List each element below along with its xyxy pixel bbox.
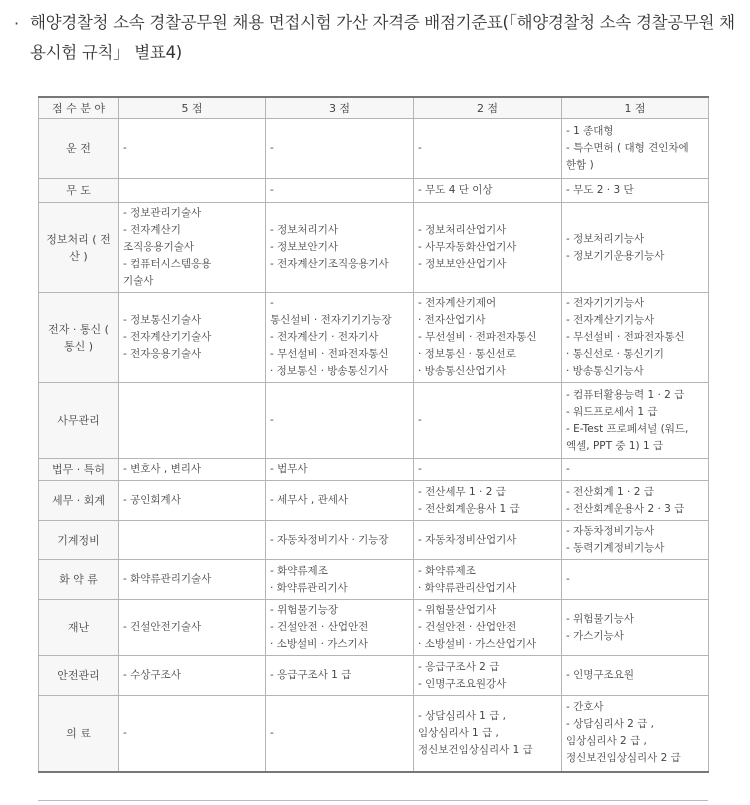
cell-line: - 전산회계운용사 1 급 [418,502,520,515]
score-cell [414,481,562,521]
score-cell [119,600,266,656]
cell-line: - 전산세무 1 · 2 급 [418,485,506,498]
cell-line: - 정보보안산업기사 [418,258,507,270]
cell-line: 정신보건임상심리사 1 급 [418,743,533,756]
category-cell: 전자 · 통신 ( 통신 ) [39,293,119,383]
category-cell: 운 전 [39,119,119,179]
cell-line: - 컴퓨터활용능력 1 · 2 급 [566,388,685,401]
score-cell [414,383,562,459]
cell-line: - 위험물산업기사 [418,604,497,616]
header-1pt: 1 점 [562,97,709,119]
cell-line: - 정보통신기술사 [123,314,202,326]
score-table-container [38,96,708,773]
cell-line: - [270,142,274,154]
score-cell [119,293,266,383]
score-cell [562,179,709,203]
table-row [39,119,709,179]
cell-line: - 무도 4 단 이상 [418,184,493,196]
score-cell [562,293,709,383]
score-cell [266,560,414,600]
score-cell [562,203,709,293]
cell-line: - 전산회계운용사 2 · 3 급 [566,502,685,515]
score-cell [266,203,414,293]
cell-line: - 화약류관리기술사 [123,573,212,585]
score-cell [562,521,709,560]
cell-line: 엑셀, PPT 중 1) 1 급 [566,439,664,452]
cell-line: - 자동차정비기사 · 기능장 [270,533,389,546]
header-3pt: 3 점 [266,97,414,119]
cell-line: - 인명구조요원강사 [418,677,507,690]
score-cell [562,696,709,772]
cell-line: - 건설안전 · 산업안전 [270,621,369,633]
score-cell [562,383,709,459]
cell-line: 조직응용기술사 [123,241,195,253]
cell-line: - 전자계산기 [123,224,181,236]
score-table [38,96,709,773]
table-row [39,481,709,521]
cell-line: · 전자산업기사 [418,314,486,326]
score-cell [119,179,266,203]
category-cell: 화 약 류 [39,560,119,600]
table-row [39,203,709,293]
cell-line: 임상심리사 1 급 , [418,726,499,739]
cell-line: - 특수면허 ( 대형 견인차에 [566,142,689,154]
score-cell [119,696,266,772]
cell-line: - [418,142,422,154]
score-cell [414,560,562,600]
score-cell [266,521,414,560]
cell-line: - 법무사 [270,463,308,475]
cell-line: - 전자계산기기술사 [123,331,212,343]
cell-line: · 소방설비 · 가스기사 [270,638,368,650]
table-row [39,521,709,560]
cell-line: - [270,726,274,739]
category-cell: 기계정비 [39,521,119,560]
cell-line: 임상심리사 2 급 , [566,735,647,748]
score-cell [266,179,414,203]
cell-line: - 화약류제조 [418,564,476,577]
cell-line: 통신설비 · 전자기기기능장 [270,314,392,326]
cell-line: · 방송통신기능사 [566,365,644,377]
cell-line: - 무도 2 · 3 단 [566,184,634,196]
cell-line: - 위험물기능사 [566,612,634,625]
category-cell: 의 료 [39,696,119,772]
cell-line: · 통신선로 · 통신기기 [566,348,664,360]
bullet-icon: · [14,14,20,33]
table-row [39,696,709,772]
table-row [39,459,709,481]
cell-line: - 전자응용기술사 [123,348,202,360]
score-cell [119,521,266,560]
cell-line: · 방송통신산업기사 [418,365,506,377]
cell-line: - 간호사 [566,701,604,714]
score-cell [119,481,266,521]
score-cell [266,656,414,696]
cell-line: - [418,414,422,426]
cell-line: - [270,414,274,426]
cell-line: - 상담심리사 1 급 , [418,709,507,722]
cell-line: - 무선설비 · 전파전자통신 [418,331,537,343]
cell-line: - 정보기기운용기능사 [566,249,665,262]
cell-line: - 인명구조요원 [566,669,634,681]
heading [10,8,748,68]
cell-line: - [270,297,274,309]
score-cell [414,119,562,179]
cell-line: - 정보관리기술사 [123,207,202,219]
table-row [39,179,709,203]
cell-line: - [418,463,422,475]
score-cell [119,383,266,459]
score-cell [266,481,414,521]
cell-line: - 위험물기능장 [270,604,338,616]
cell-line: - 전자계산기조직응용기사 [270,258,389,270]
category-cell: 세무 · 회계 [39,481,119,521]
score-cell [266,293,414,383]
score-cell [119,203,266,293]
cell-line: · 소방설비 · 가스산업기사 [418,638,537,650]
score-cell [266,696,414,772]
cell-line: · 정보통신 · 방송통신기사 [270,365,389,377]
cell-line: · 화약류관리산업기사 [418,581,516,594]
category-cell: 무 도 [39,179,119,203]
cell-line: - 자동차정비산업기사 [418,533,517,546]
category-cell: 정보처리 ( 전산 ) [39,203,119,293]
cell-line: - 응급구조사 1 급 [270,669,352,681]
score-cell [414,179,562,203]
cell-line: - 가스기능사 [566,629,624,642]
cell-line: - 자동차정비기능사 [566,525,655,537]
score-cell [562,481,709,521]
score-cell [414,656,562,696]
category-cell: 사무관리 [39,383,119,459]
score-cell [414,293,562,383]
cell-line: · 화약류관리기사 [270,581,348,594]
cell-line: - 동력기계정비기능사 [566,542,665,554]
cell-line: 기술사 [123,275,154,287]
table-row [39,560,709,600]
header-5pt: 5 점 [119,97,266,119]
cell-line: - 무선설비 · 전파전자통신 [566,331,685,343]
cell-line: - 컴퓨터시스템응용 [123,258,212,270]
cell-line: - 화약류제조 [270,564,328,577]
cell-line: 한함 ) [566,159,594,171]
score-cell [266,459,414,481]
cell-line: - 전자계산기 · 전자기사 [270,331,379,343]
cell-line: - 전자계산기제어 [418,297,497,309]
score-cell [562,560,709,600]
score-cell [414,521,562,560]
cell-line: - 무선설비 · 전파전자통신 [270,348,389,360]
score-cell [119,656,266,696]
cell-line: - 정보처리산업기사 [418,224,507,236]
score-cell [266,383,414,459]
table-row [39,656,709,696]
table-header-row [39,97,709,119]
category-cell: 재난 [39,600,119,656]
cell-line: - E-Test 프로페셔널 (워드, [566,422,689,435]
header-2pt: 2 점 [414,97,562,119]
cell-line: - 전자계산기기능사 [566,314,655,326]
cell-line: - 응급구조사 2 급 [418,660,500,673]
score-cell [414,600,562,656]
score-cell [414,696,562,772]
cell-line: - 건설안전기술사 [123,621,202,633]
score-cell [119,459,266,481]
document-title: 해양경찰청 소속 경찰공무원 채용 면접시험 가산 자격증 배점기준표(「해양경찰청 소속 경찰공무원 채용시험 규칙」 별표4) [30,13,735,62]
header-category: 점 수 분 야 [39,97,119,119]
cell-line: - 워드프로세서 1 급 [566,405,658,418]
cell-line: - 변호사 , 변리사 [123,463,201,475]
category-cell: 법무 · 특허 [39,459,119,481]
cell-line: - 1 종대형 [566,125,614,137]
score-cell [414,203,562,293]
cell-line: - 수상구조사 [123,669,181,681]
score-cell [119,560,266,600]
score-cell [562,119,709,179]
score-cell [266,600,414,656]
score-cell [562,600,709,656]
cell-line: 정신보건임상심리사 2 급 [566,752,681,765]
score-cell [562,656,709,696]
cell-line: - 정보보안기사 [270,241,338,253]
bottom-divider [38,800,708,801]
cell-line: - 세무사 , 관세사 [270,494,348,506]
cell-line: - [270,184,274,196]
cell-line: - 전산회계 1 · 2 급 [566,485,654,498]
cell-line: - 상담심리사 2 급 , [566,718,655,731]
score-cell [119,119,266,179]
cell-line: · 정보통신 · 통신선로 [418,348,516,360]
cell-line: - 사무자동화산업기사 [418,241,517,253]
table-row [39,600,709,656]
cell-line: - 전자기기기능사 [566,297,645,309]
score-cell [562,459,709,481]
cell-line: - 공인회계사 [123,494,181,506]
cell-line: - 건설안전 · 산업안전 [418,621,517,633]
category-cell: 안전관리 [39,656,119,696]
cell-line: - [123,142,127,154]
cell-line: - 정보처리기능사 [566,232,645,245]
cell-line: - [123,726,127,739]
cell-line: - 정보처리기사 [270,224,338,236]
table-row [39,383,709,459]
score-cell [414,459,562,481]
score-cell [266,119,414,179]
cell-line: - [566,463,570,475]
cell-line: - [566,573,570,585]
table-row [39,293,709,383]
